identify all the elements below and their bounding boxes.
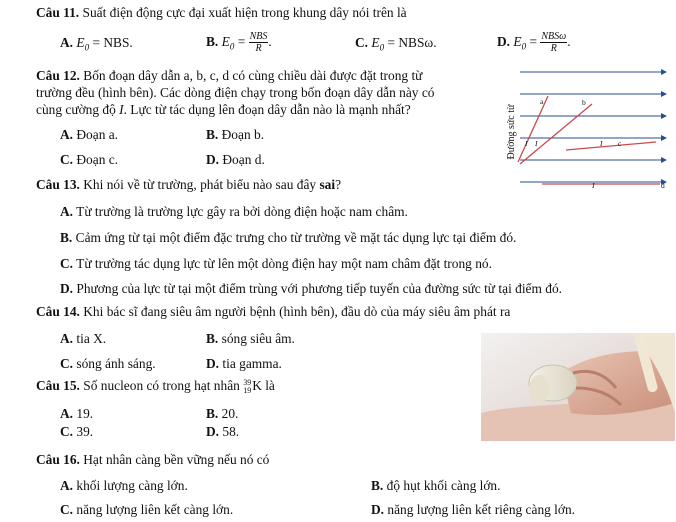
- option-letter: D.: [206, 424, 220, 439]
- q11-option-d[interactable]: [497, 30, 571, 59]
- q12-text: Bốn đoạn dây dẫn a, b, c, d có cùng chiều dài được đặt trong từ: [83, 68, 423, 83]
- q13-option-a[interactable]: [60, 203, 408, 221]
- wire-a: [518, 96, 548, 162]
- q16-label: Câu 16.: [36, 452, 80, 467]
- option-text: 19.: [76, 406, 94, 421]
- option-text: Đoạn a.: [76, 127, 119, 142]
- q11-option-b[interactable]: [206, 30, 272, 59]
- q14-option-c[interactable]: [60, 355, 156, 373]
- q14-option-b[interactable]: [206, 330, 295, 348]
- option-letter: A.: [60, 331, 74, 346]
- q15-option-c[interactable]: [60, 423, 93, 441]
- ultrasound-photo: [481, 333, 675, 441]
- option-letter: C.: [60, 356, 74, 371]
- option-letter: A.: [60, 127, 74, 142]
- q11-label: Câu 11.: [36, 5, 80, 20]
- option-letter: A.: [60, 478, 74, 493]
- q16-option-a[interactable]: [60, 477, 188, 495]
- q12-label: Câu 12.: [36, 68, 80, 83]
- formula: $E_0$ = $\frac{\text{NBS}}{R}$ .: [221, 31, 272, 55]
- q11-option-c[interactable]: [355, 34, 437, 57]
- q13-label: Câu 13.: [36, 177, 80, 192]
- field-axis-label: Đường sức từ: [506, 104, 517, 160]
- option-letter: D.: [60, 281, 74, 296]
- option-letter: B.: [371, 478, 384, 493]
- current-label-d: I: [592, 181, 595, 190]
- option-text: khối lượng càng lớn.: [76, 478, 188, 493]
- formula: $E_0$ = $\frac{\text{NBSω}}{R}$ .: [513, 31, 571, 55]
- option-letter: A.: [60, 204, 74, 219]
- q16-option-c[interactable]: [60, 501, 233, 519]
- option-text: Đoạn c.: [76, 152, 119, 167]
- option-letter: C.: [60, 152, 74, 167]
- q12-stem-line1: [36, 67, 422, 85]
- wire-c: [566, 142, 656, 150]
- option-text: tia gamma.: [222, 356, 282, 371]
- wire-label-a: a: [540, 97, 544, 106]
- q16-text: Hạt nhân càng bền vững nếu nó có: [83, 452, 270, 467]
- option-text: độ hụt khối càng lớn.: [386, 478, 501, 493]
- option-letter: C.: [60, 502, 74, 517]
- option-text: Từ trường là trường lực gây ra bởi dòng điện hoặc nam châm.: [76, 204, 408, 219]
- option-text: Từ trường tác dụng lực từ lên một dòng điện hay một nam châm đặt trong nó.: [76, 256, 492, 271]
- q13-option-c[interactable]: [60, 255, 492, 273]
- magnetic-field-figure: [506, 60, 670, 204]
- option-letter: D.: [206, 152, 220, 167]
- q15-label: Câu 15.: [36, 378, 80, 393]
- q11-option-a[interactable]: [60, 34, 133, 57]
- option-text: 39.: [76, 424, 94, 439]
- q15-stem: Câu 15. Số nucleon có trong hạt nhân 39 19 K là: [36, 377, 275, 395]
- option-letter: D.: [497, 34, 511, 49]
- field-lines: [520, 72, 666, 182]
- option-letter: C.: [60, 424, 74, 439]
- option-text: năng lượng liên kết càng lớn.: [76, 502, 234, 517]
- q15-option-b[interactable]: [206, 405, 238, 423]
- option-letter: B.: [206, 34, 219, 49]
- q14-option-d[interactable]: [206, 355, 282, 373]
- option-letter: B.: [206, 127, 219, 142]
- option-text: 20.: [221, 406, 239, 421]
- option-text: sóng siêu âm.: [221, 331, 295, 346]
- formula: $E_0 = NBS\omega$.: [371, 35, 437, 53]
- q12-option-b[interactable]: [206, 126, 264, 144]
- q12-stem-line2: trường đều (hình bên). Các dòng điện chạy trong bốn đoạn dây dẫn này có: [36, 85, 435, 100]
- q14-label: Câu 14.: [36, 304, 80, 319]
- option-text: sóng ánh sáng.: [76, 356, 156, 371]
- q16-option-b[interactable]: [371, 477, 500, 495]
- wire-label-c: c: [618, 139, 622, 148]
- option-letter: C.: [60, 256, 74, 271]
- q14-option-a[interactable]: [60, 330, 106, 348]
- option-letter: B.: [60, 230, 73, 245]
- wires: [518, 96, 660, 184]
- q12-stem-line3: cùng cường độ I. Lực từ tác dụng lên đoạn dây dẫn nào là mạnh nhất?: [36, 102, 411, 117]
- current-label-c: I: [600, 139, 603, 148]
- q16-stem: [36, 451, 269, 469]
- q13-option-d[interactable]: [60, 280, 562, 298]
- option-letter: B.: [206, 331, 219, 346]
- option-text: tia X.: [76, 331, 107, 346]
- option-letter: A.: [60, 406, 74, 421]
- option-letter: D.: [371, 502, 385, 517]
- q11-stem: [36, 4, 407, 22]
- q14-text: Khi bác sĩ đang siêu âm người bệnh (hình bên), đầu dò của máy siêu âm phát ra: [83, 304, 511, 319]
- q11-text: Suất điện động cực đại xuất hiện trong khung dây nói trên là: [82, 5, 407, 20]
- q15-option-d[interactable]: [206, 423, 239, 441]
- q12-option-a[interactable]: [60, 126, 118, 144]
- option-text: Đoạn b.: [221, 127, 265, 142]
- q12-option-c[interactable]: [60, 151, 118, 169]
- q12-option-d[interactable]: [206, 151, 265, 169]
- option-letter: D.: [206, 356, 220, 371]
- nuclide-symbol: K: [252, 378, 262, 393]
- wire-label-d: d: [661, 181, 665, 190]
- option-text: Cảm ứng từ tại một điểm đặc trưng cho từ trường về mặt tác dụng lực tại điểm đó.: [75, 230, 517, 245]
- q13-stem: Câu 13. Khi nói về từ trường, phát biểu nào sau đây sai?: [36, 177, 342, 192]
- formula: $E_0$ = NBS.: [76, 35, 133, 53]
- wire-label-b: b: [582, 98, 586, 107]
- current-label-b: I: [535, 139, 538, 148]
- q13-option-b[interactable]: [60, 229, 516, 247]
- option-text: Phương của lực từ tại một điểm trùng với phương tiếp tuyến của đường sức từ tại điểm đó.: [76, 281, 562, 296]
- option-letter: B.: [206, 406, 219, 421]
- nuclide-numbers: 39 19: [243, 377, 252, 395]
- q16-option-d[interactable]: [371, 501, 575, 519]
- option-text: 58.: [222, 424, 240, 439]
- q15-option-a[interactable]: [60, 405, 93, 423]
- option-letter: C.: [355, 35, 369, 50]
- option-text: Đoạn d.: [222, 152, 265, 167]
- q14-stem: [36, 303, 510, 321]
- option-text: năng lượng liên kết riêng càng lớn.: [387, 502, 576, 517]
- option-letter: A.: [60, 35, 74, 50]
- current-label-a: I: [525, 139, 528, 148]
